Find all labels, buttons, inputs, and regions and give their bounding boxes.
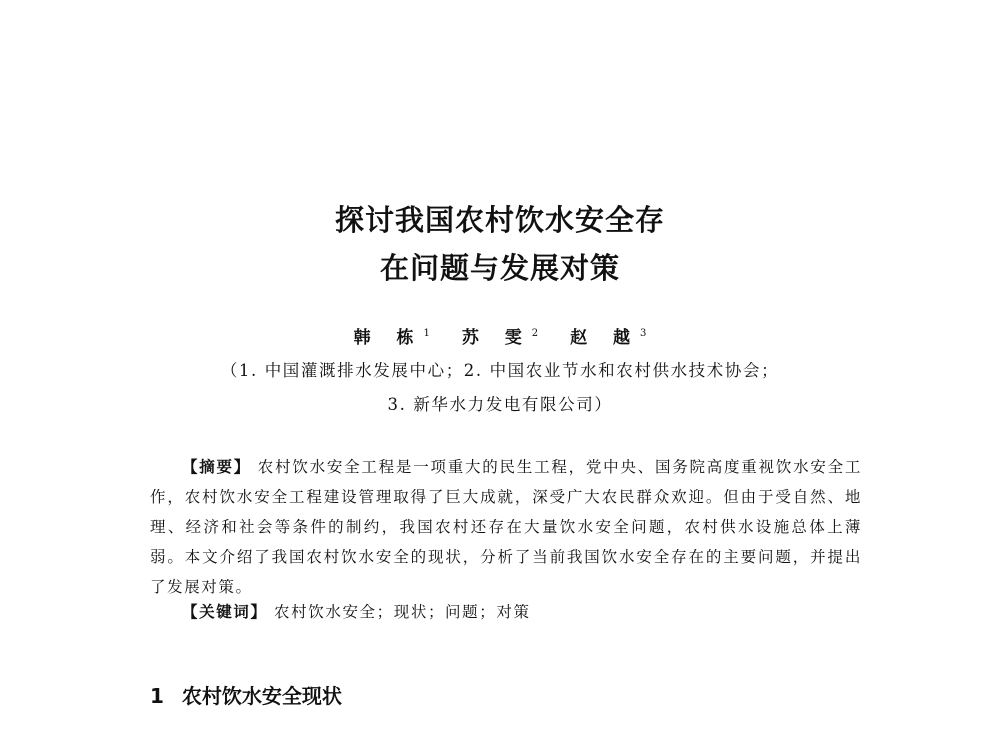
- abstract: [150, 452, 862, 602]
- author-3: [570, 323, 646, 348]
- author-2-name: 苏 雯: [461, 328, 532, 348]
- author-1: [354, 323, 430, 348]
- section-number: 1: [150, 684, 164, 708]
- author-3-affiliation-mark: 3: [639, 328, 647, 339]
- paper-title-line-1: 探讨我国农村饮水安全存: [334, 203, 665, 237]
- paper-title-line-2: 在问题与发展对策: [379, 251, 620, 285]
- abstract-text: 农村饮水安全工程是一项重大的民生工程，党中央、国务院高度重视饮水安全工作，农村饮水安全工程建设管理取得了巨大成就，深受广大农民群众欢迎。但由于受自然、地理、经济和社会等条件的制约，我国农村还存在大量饮水安全问题，农村供水设施总体上薄弱。本文介绍了我国农村饮水安全的现状，分析了当前我国饮水安全存在的主要问题，并提出了发展对策。: [150, 458, 862, 596]
- abstract-label: 【摘要】: [182, 458, 252, 476]
- author-2-affiliation-mark: 2: [531, 328, 539, 339]
- author-1-affiliation-mark: 1: [423, 328, 430, 339]
- affiliation-line-2: 3. 新华水力发电有限公司）: [387, 395, 613, 414]
- author-2: [462, 323, 538, 348]
- author-3-name: 赵 越: [570, 328, 640, 348]
- author-1-name: 韩 栋: [353, 328, 424, 348]
- keywords-text: 农村饮水安全；现状；问题；对策: [274, 603, 531, 621]
- section-heading: [150, 680, 342, 709]
- affiliation-line-1: （1. 中国灌溉排水发展中心；2. 中国农业节水和农村供水技术协会；: [220, 361, 780, 380]
- keywords: [182, 600, 862, 622]
- author-list: [0, 323, 1000, 348]
- section-title: 农村饮水安全现状: [181, 684, 342, 708]
- keywords-label: 【关键词】: [182, 603, 268, 621]
